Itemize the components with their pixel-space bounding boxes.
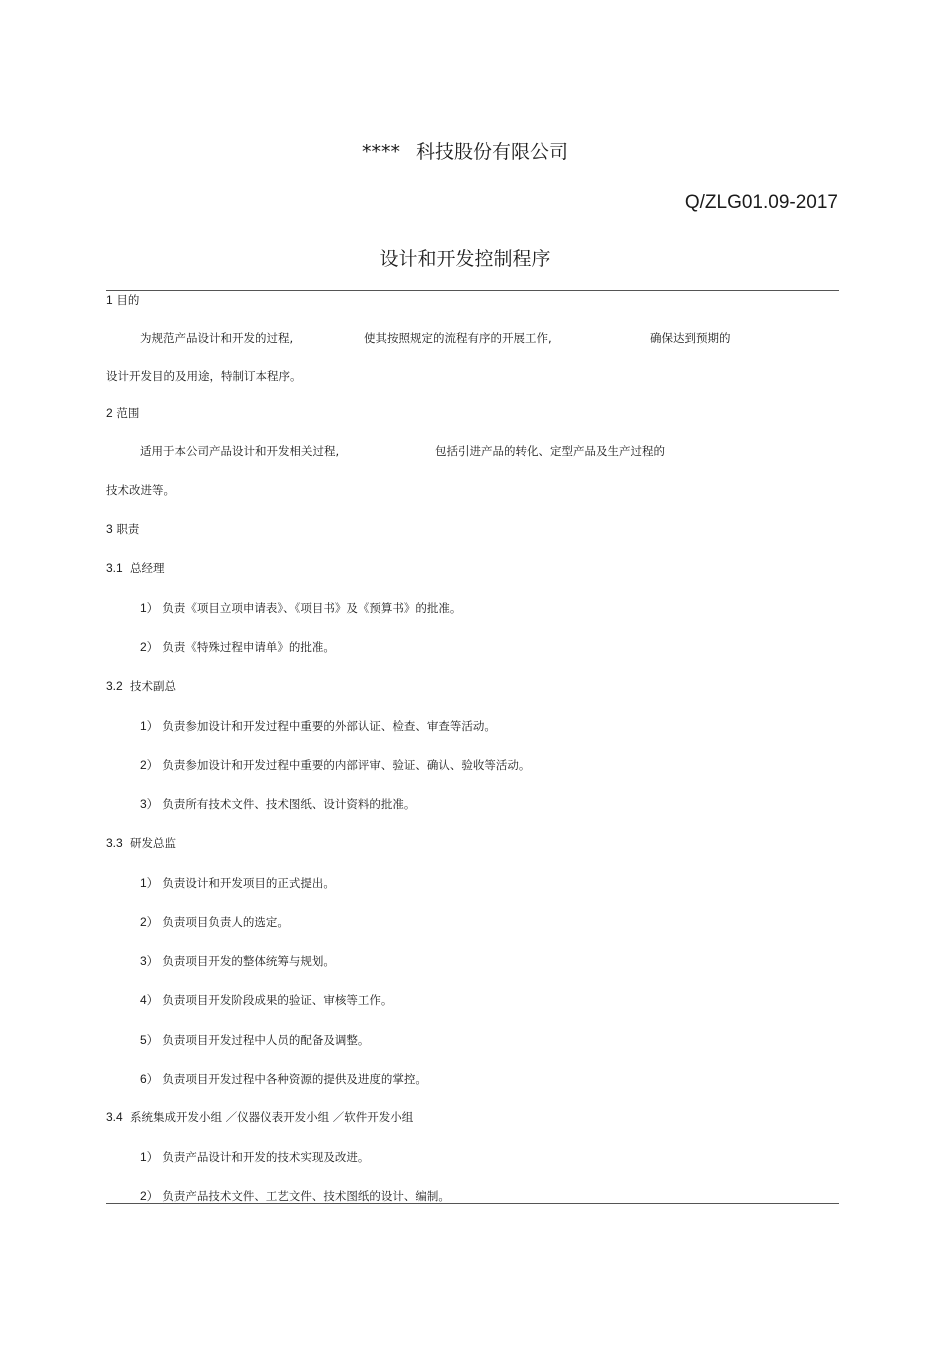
list-item-text: 负责项目开发过程中人员的配备及调整。 [162,1033,370,1047]
subsection-3-3-heading [106,835,176,851]
section-3-heading [106,521,139,537]
section-number: 3 [106,522,113,536]
list-item [140,756,530,773]
document-title: 设计和开发控制程序 [379,248,551,270]
sec1-para-part-2: 使其按照规定的流程有序的开展工作, [364,331,552,345]
section-number: 1 [106,293,113,307]
list-item-text: 负责参加设计和开发过程中重要的内部评审、验证、确认、验收等活动。 [162,758,531,772]
bottom-rule [106,1203,839,1204]
list-item [140,874,335,891]
list-item-text: 负责《特殊过程申请单》的批准。 [162,640,335,654]
list-item-text: 负责所有技术文件、技术图纸、设计资料的批准。 [162,797,416,811]
list-item-number: 5） [140,1033,159,1047]
company-name-text: 科技股份有限公司 [415,141,568,163]
section-title: 目的 [116,293,140,307]
subsection-title: 总经理 [130,561,165,575]
list-item-number: 1） [140,719,159,733]
list-item-number: 2） [140,758,159,772]
list-item-number: 6） [140,1072,159,1086]
list-item-text: 负责项目开发阶段成果的验证、审核等工作。 [162,993,393,1007]
sec2-para-part-2: 包括引进产品的转化、定型产品及生产过程的 [435,444,665,458]
list-item-text: 负责设计和开发项目的正式提出。 [162,876,335,890]
subsection-title: 系统集成开发小组 ／仪器仪表开发小组 ／软件开发小组 [130,1110,414,1124]
list-item-number: 2） [140,915,159,929]
sec1-para-part-3: 确保达到预期的 [650,331,731,345]
list-item [140,991,392,1008]
list-item [140,1187,450,1204]
subsection-title: 技术副总 [130,679,176,693]
list-item [140,1031,369,1048]
list-item-number: 1） [140,1150,159,1164]
list-item-number: 3） [140,954,159,968]
subsection-3-4-heading [106,1109,413,1125]
subsection-number: 3.2 [106,679,123,693]
list-item-number: 2） [140,1189,159,1203]
list-item [140,599,461,616]
company-name-stars: **** [361,141,400,163]
section-2-heading [106,405,139,421]
list-item-text: 负责项目负责人的选定。 [162,915,289,929]
subsection-number: 3.3 [106,836,123,850]
sec2-para-line-2: 技术改进等。 [106,483,175,497]
list-item-number: 3） [140,797,159,811]
list-item [140,638,335,655]
list-item-text: 负责项目开发过程中各种资源的提供及进度的掌控。 [162,1072,427,1086]
list-item-text: 负责参加设计和开发过程中重要的外部认证、检查、审查等活动。 [162,719,496,733]
list-item [140,952,335,969]
list-item-text: 负责《项目立项申请表》、《项目书》及《预算书》的批准。 [162,601,462,615]
subsection-title: 研发总监 [130,836,176,850]
sec1-para-part-1: 为规范产品设计和开发的过程, [140,331,294,345]
list-item [140,717,496,734]
list-item [140,795,415,812]
list-item-number: 4） [140,993,159,1007]
list-item-number: 2） [140,640,159,654]
list-item-number: 1） [140,876,159,890]
list-item [140,913,289,930]
list-item-number: 1） [140,601,159,615]
company-name [0,137,930,164]
list-item-text: 负责产品设计和开发的技术实现及改进。 [162,1150,370,1164]
section-title: 职责 [116,522,140,536]
subsection-number: 3.1 [106,561,123,575]
section-number: 2 [106,406,113,420]
section-1-heading [106,292,139,308]
list-item [140,1070,427,1087]
section-title: 范围 [116,406,140,420]
subsection-3-1-heading [106,560,165,576]
top-rule [106,290,839,291]
subsection-3-2-heading [106,678,176,694]
document-number: Q/ZLG01.09-2017 [684,192,838,213]
sec2-para-part-1: 适用于本公司产品设计和开发相关过程, [140,444,340,458]
list-item-text: 负责产品技术文件、工艺文件、技术图纸的设计、编制。 [162,1189,450,1203]
list-item-text: 负责项目开发的整体统筹与规划。 [162,954,335,968]
sec1-para-line-2: 设计开发目的及用途，特制订本程序。 [106,369,302,383]
list-item [140,1148,369,1165]
subsection-number: 3.4 [106,1110,123,1124]
